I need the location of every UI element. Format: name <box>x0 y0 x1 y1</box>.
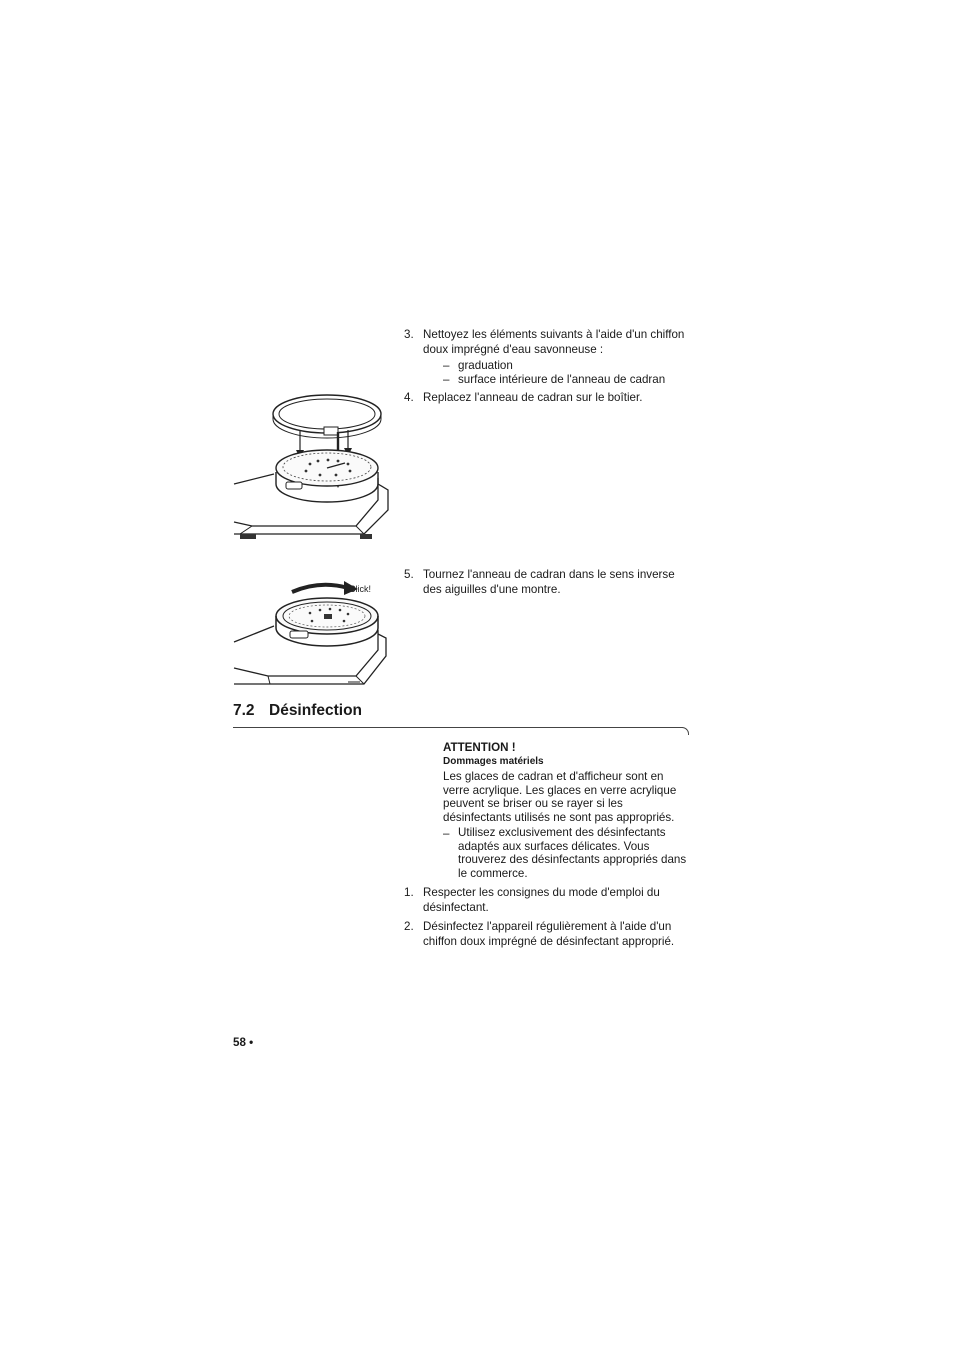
step-3-line-1: Nettoyez les éléments suivants à l'aide d'un chiffon <box>423 328 685 341</box>
section-title: Désinfection <box>269 702 363 719</box>
warning-title: ATTENTION ! <box>443 741 516 754</box>
step-2-text <box>423 919 698 949</box>
step-3-subitem-ring-surface: surface intérieure de l'anneau de cadran <box>458 373 666 386</box>
warning-body-line-3: peuvent se briser ou se rayer si les <box>443 797 623 811</box>
warning-bullet-line-2: adaptés aux surfaces délicates. Vous <box>458 839 650 853</box>
warning-bullet-line-3: trouverez des désinfectants appropriés dans <box>458 853 687 867</box>
step-4-text <box>423 390 698 405</box>
step-5-line-2: des aiguilles d'une montre. <box>423 583 561 596</box>
step-1-line-2: désinfectant. <box>423 901 489 914</box>
step-2-line-1: Désinfectez l'appareil régulièrement à l'aide d'un <box>423 920 672 933</box>
step-5-line-1: Tournez l'anneau de cadran dans le sens inverse <box>423 568 675 581</box>
section-rule <box>233 727 683 728</box>
step-3-number: 3. <box>404 328 414 341</box>
step-4-number: 4. <box>404 391 414 404</box>
dash-bullet: – <box>443 359 450 372</box>
step-3-text <box>423 327 698 357</box>
section-heading <box>233 702 362 720</box>
warning-body-line-4: désinfectants utilisés ne sont pas appropriés. <box>443 810 675 824</box>
step-4-line-1: Replacez l'anneau de cadran sur le boîtier. <box>423 391 643 404</box>
step-1-line-1: Respecter les consignes du mode d'emploi du <box>423 886 660 899</box>
warning-subtitle: Dommages matériels <box>443 756 544 767</box>
warning-body-line-2: verre acrylique. Les glaces en verre acrylique <box>443 783 677 797</box>
figure-ring-placement <box>230 392 390 560</box>
click-label: Click! <box>349 584 371 594</box>
step-3-line-2: doux imprégné d'eau savonneuse : <box>423 343 604 356</box>
section-number: 7.2 <box>233 702 255 719</box>
dash-bullet: – <box>443 827 450 840</box>
warning-body-line-1: Les glaces de cadran et d'afficheur sont en <box>443 770 664 783</box>
warning-bullet-line-4: le commerce. <box>458 866 528 880</box>
dash-bullet: – <box>443 373 450 386</box>
warning-bullet <box>458 826 698 880</box>
step-2-line-2: chiffon doux imprégné de désinfectant approprié. <box>423 935 675 948</box>
figure-ring-rotation <box>230 576 390 692</box>
step-1-text <box>423 885 698 915</box>
page-number: 58 • <box>233 1036 254 1049</box>
step-5-number: 5. <box>404 568 414 581</box>
step-5-text <box>423 567 698 597</box>
step-3-subitem-graduation: graduation <box>458 359 513 372</box>
section-rule-corner <box>681 727 689 735</box>
step-1-number: 1. <box>404 886 414 899</box>
step-2-number: 2. <box>404 920 414 933</box>
warning-bullet-line-1: Utilisez exclusivement des désinfectants <box>458 826 666 839</box>
warning-body <box>443 770 698 824</box>
